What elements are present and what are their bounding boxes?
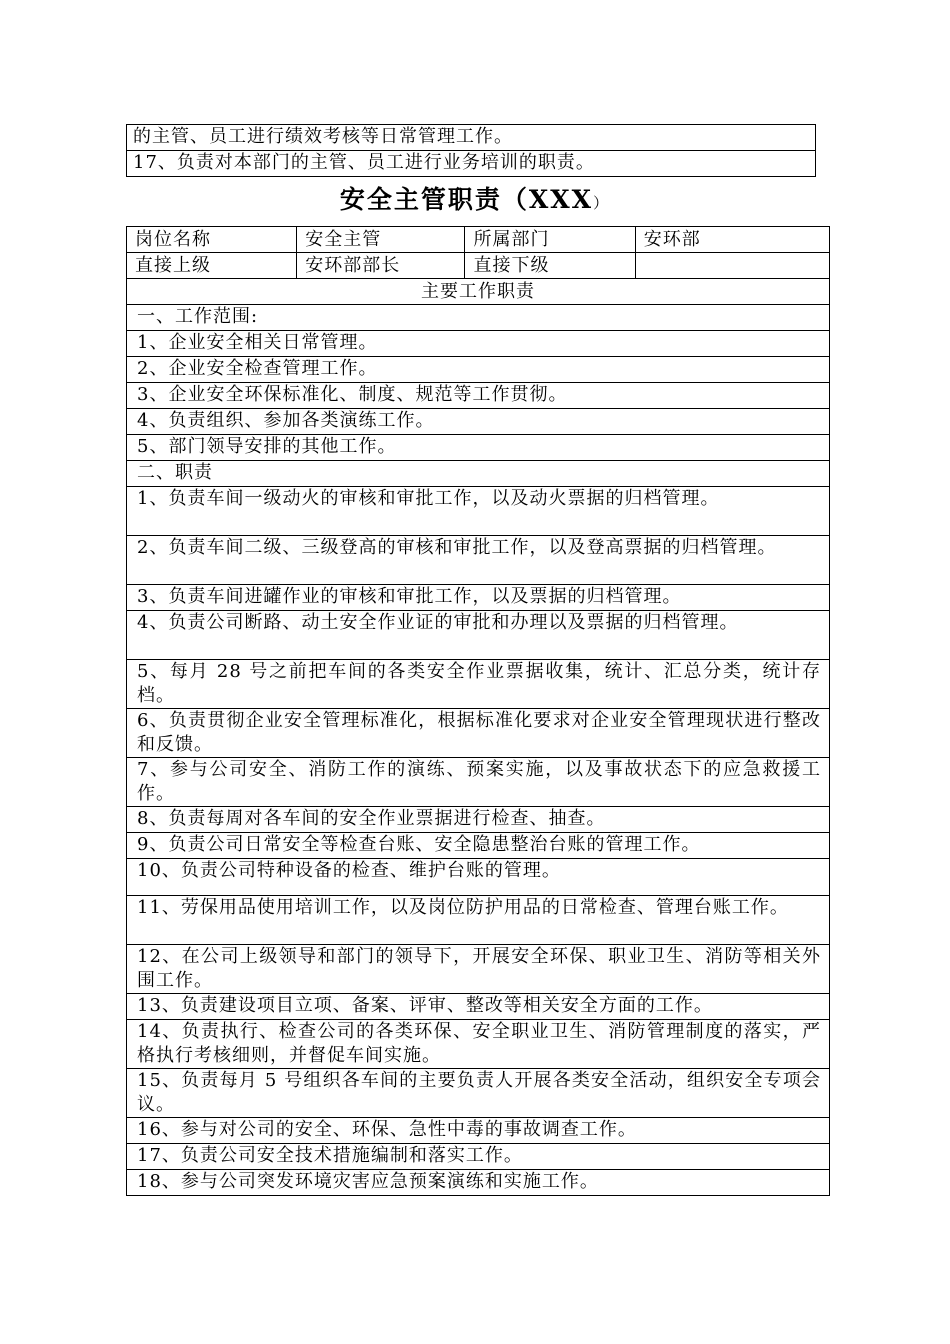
table-row bbox=[127, 1020, 830, 1069]
duties-header: 主要工作职责 bbox=[127, 279, 830, 305]
table-row bbox=[127, 383, 830, 409]
responsibility-item: 6、负责贯彻企业安全管理标准化，根据标准化要求对企业安全管理现状进行整改和反馈。 bbox=[127, 709, 830, 758]
title-main: 安全主管职责（XXX bbox=[339, 185, 594, 214]
previous-duty-text: 的主管、员工进行绩效考核等日常管理工作。 bbox=[127, 125, 816, 151]
responsibility-item: 17、负责公司安全技术措施编制和落实工作。 bbox=[127, 1144, 830, 1170]
table-row bbox=[127, 1144, 830, 1170]
info-row bbox=[127, 253, 830, 279]
table-row bbox=[127, 461, 830, 487]
table-row bbox=[127, 331, 830, 357]
table-row bbox=[127, 709, 830, 758]
table-row bbox=[127, 660, 830, 709]
info-row bbox=[127, 227, 830, 253]
responsibility-item: 13、负责建设项目立项、备案、评审、整改等相关安全方面的工作。 bbox=[127, 994, 830, 1020]
previous-duties-table bbox=[126, 124, 816, 177]
superior-value: 安环部部长 bbox=[297, 253, 465, 279]
subordinate-label: 直接下级 bbox=[465, 253, 635, 279]
table-row bbox=[127, 611, 830, 660]
scope-item: 2、企业安全检查管理工作。 bbox=[127, 357, 830, 383]
superior-label: 直接上级 bbox=[127, 253, 297, 279]
responsibility-item: 14、负责执行、检查公司的各类环保、安全职业卫生、消防管理制度的落实，严格执行考核细则，并督促车间实施。 bbox=[127, 1020, 830, 1069]
table-row bbox=[127, 585, 830, 611]
table-row bbox=[127, 536, 830, 585]
scope-item: 4、负责组织、参加各类演练工作。 bbox=[127, 409, 830, 435]
table-row bbox=[127, 994, 830, 1020]
table-row bbox=[127, 357, 830, 383]
responsibility-item: 1、负责车间一级动火的审核和审批工作，以及动火票据的归档管理。 bbox=[127, 487, 830, 536]
page-title bbox=[0, 182, 950, 221]
table-row bbox=[127, 305, 830, 331]
table-row bbox=[127, 833, 830, 859]
responsibility-item: 11、劳保用品使用培训工作，以及岗位防护用品的日常检查、管理台账工作。 bbox=[127, 896, 830, 945]
table-row bbox=[127, 487, 830, 536]
responsibility-item: 7、参与公司安全、消防工作的演练、预案实施，以及事故状态下的应急救援工作。 bbox=[127, 758, 830, 807]
responsibility-item: 4、负责公司断路、动土安全作业证的审批和办理以及票据的归档管理。 bbox=[127, 611, 830, 660]
table-row bbox=[127, 1118, 830, 1144]
table-row bbox=[127, 1069, 830, 1118]
department-label: 所属部门 bbox=[465, 227, 635, 253]
subordinate-value bbox=[635, 253, 829, 279]
scope-item: 1、企业安全相关日常管理。 bbox=[127, 331, 830, 357]
title-suffix: ） bbox=[593, 194, 611, 212]
scope-heading: 一、工作范围: bbox=[127, 305, 830, 331]
table-row bbox=[127, 896, 830, 945]
table-row bbox=[127, 859, 830, 896]
responsibility-item: 12、在公司上级领导和部门的领导下，开展安全环保、职业卫生、消防等相关外围工作。 bbox=[127, 945, 830, 994]
table-row bbox=[127, 409, 830, 435]
table-row bbox=[127, 125, 816, 151]
responsibility-item: 18、参与公司突发环境灾害应急预案演练和实施工作。 bbox=[127, 1170, 830, 1196]
department-value: 安环部 bbox=[635, 227, 829, 253]
table-row bbox=[127, 151, 816, 177]
responsibility-item: 9、负责公司日常安全等检查台账、安全隐患整治台账的管理工作。 bbox=[127, 833, 830, 859]
post-name-value: 安全主管 bbox=[297, 227, 465, 253]
job-description-table bbox=[126, 226, 830, 1196]
table-row bbox=[127, 945, 830, 994]
scope-item: 5、部门领导安排的其他工作。 bbox=[127, 435, 830, 461]
post-name-label: 岗位名称 bbox=[127, 227, 297, 253]
responsibility-item: 8、负责每周对各车间的安全作业票据进行检查、抽查。 bbox=[127, 807, 830, 833]
responsibilities-heading: 二、职责 bbox=[127, 461, 830, 487]
table-row bbox=[127, 1170, 830, 1196]
responsibility-item: 3、负责车间进罐作业的审核和审批工作，以及票据的归档管理。 bbox=[127, 585, 830, 611]
responsibility-item: 2、负责车间二级、三级登高的审核和审批工作，以及登高票据的归档管理。 bbox=[127, 536, 830, 585]
section-header-row bbox=[127, 279, 830, 305]
table-row bbox=[127, 758, 830, 807]
responsibility-item: 5、每月 28 号之前把车间的各类安全作业票据收集，统计、汇总分类，统计存档。 bbox=[127, 660, 830, 709]
table-row bbox=[127, 807, 830, 833]
responsibility-item: 10、负责公司特种设备的检查、维护台账的管理。 bbox=[127, 859, 830, 896]
responsibility-item: 16、参与对公司的安全、环保、急性中毒的事故调查工作。 bbox=[127, 1118, 830, 1144]
responsibility-item: 15、负责每月 5 号组织各车间的主要负责人开展各类安全活动，组织安全专项会议。 bbox=[127, 1069, 830, 1118]
previous-duty-text: 17、负责对本部门的主管、员工进行业务培训的职责。 bbox=[127, 151, 816, 177]
table-row bbox=[127, 435, 830, 461]
scope-item: 3、企业安全环保标准化、制度、规范等工作贯彻。 bbox=[127, 383, 830, 409]
